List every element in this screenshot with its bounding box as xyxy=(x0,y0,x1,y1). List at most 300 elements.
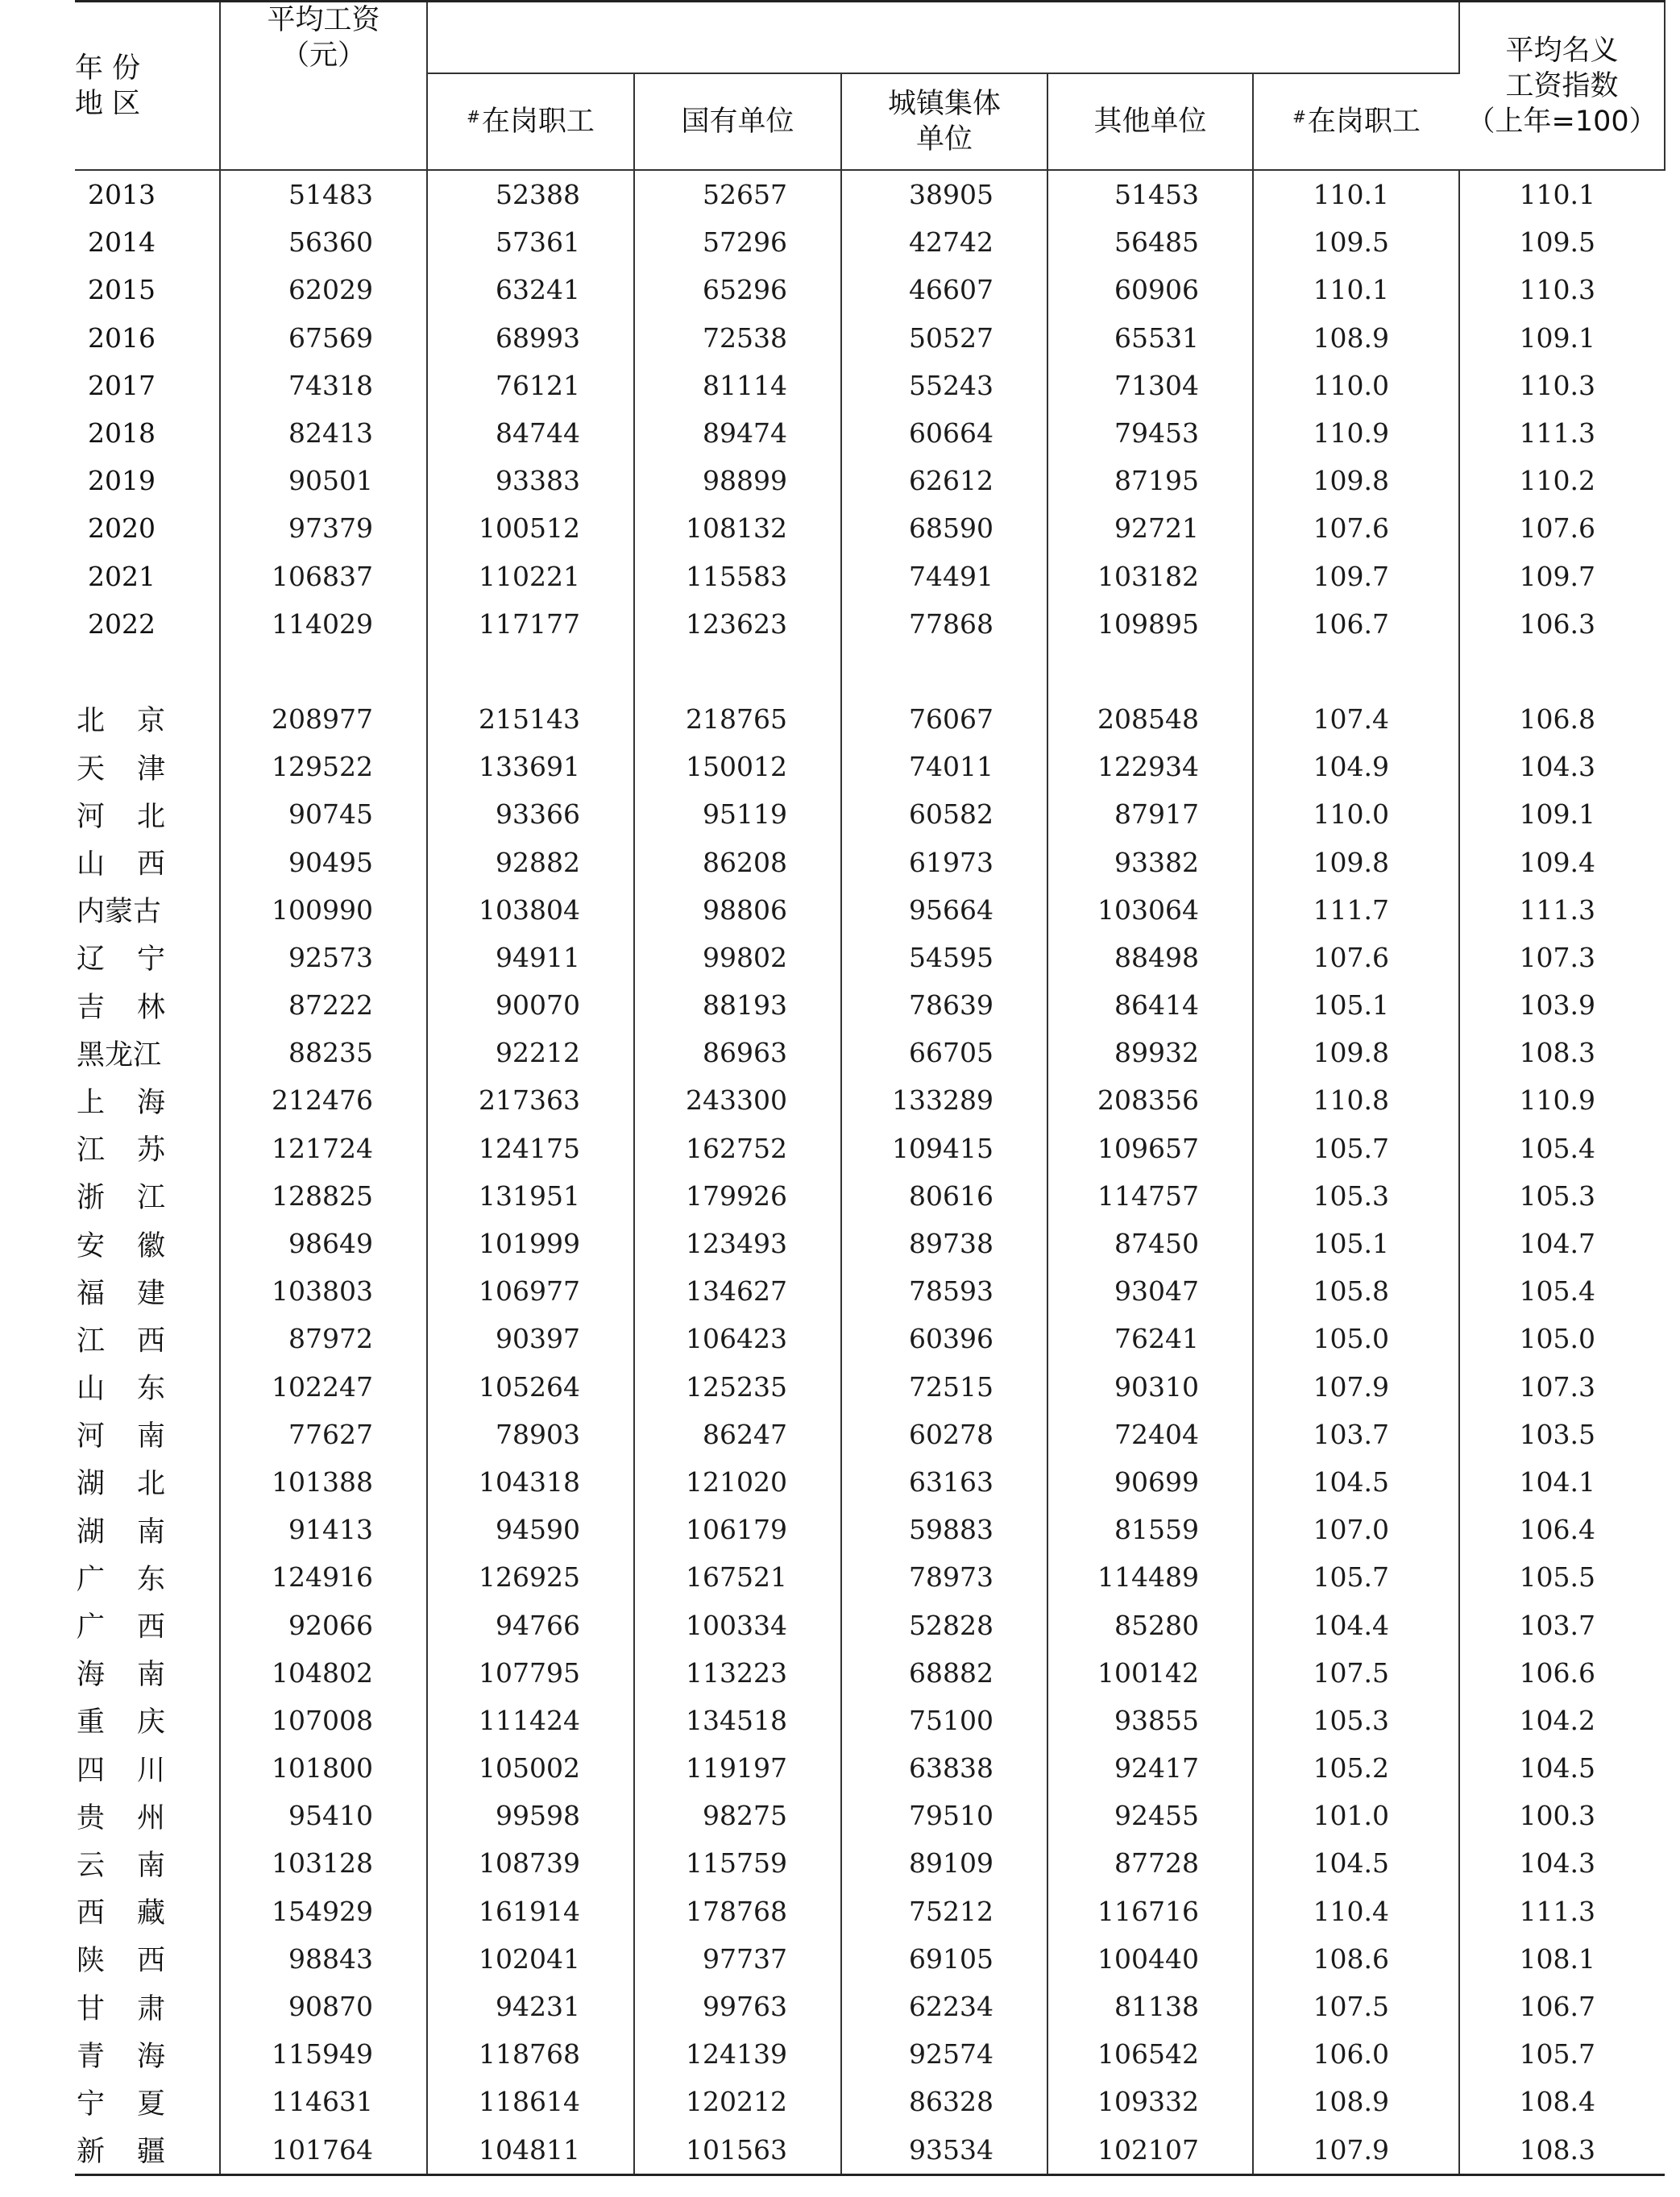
state-owned-wage-cell: 119197 xyxy=(634,1744,841,1792)
region-label xyxy=(75,1125,220,1172)
avg-wage-cell: 90745 xyxy=(220,790,427,838)
other-units-wage-cell: 90699 xyxy=(1047,1458,1253,1506)
avg-wage-cell: 104802 xyxy=(220,1649,427,1697)
region-label xyxy=(75,1363,220,1411)
region-name-text: 湖北 xyxy=(77,1468,165,1501)
urban-collective-wage-cell: 109415 xyxy=(841,1125,1047,1172)
on-post-wage-index-cell: 110.9 xyxy=(1519,1084,1596,1117)
wage-index-cell: 110.8 xyxy=(1253,1076,1459,1124)
urban-collective-wage-cell: 80616 xyxy=(841,1172,1047,1220)
urban-collective-wage-cell: 74491 xyxy=(841,553,1047,600)
urban-collective-wage-cell: 95664 xyxy=(841,886,1047,934)
urban-collective-wage-cell: 52828 xyxy=(841,1601,1047,1648)
wage-index-cell: 107.0 xyxy=(1253,1506,1459,1553)
other-units-wage-cell: 102107 xyxy=(1047,2126,1253,2175)
on-post-wage-index-cell: 108.3 xyxy=(1519,1037,1596,1069)
wage-index-cell: 107.5 xyxy=(1253,1649,1459,1697)
wage-index-cell: 107.9 xyxy=(1253,1363,1459,1411)
on-post-wage-index-cell: 106.4 xyxy=(1519,1514,1596,1546)
other-units-wage-cell: 109332 xyxy=(1047,2078,1253,2125)
avg-wage-cell: 129522 xyxy=(220,743,427,790)
wage-index-cell: 107.4 xyxy=(1253,695,1459,743)
on-post-wage-cell: 94590 xyxy=(427,1506,634,1553)
avg-wage-cell: 114631 xyxy=(220,2078,427,2125)
on-post-wage-index-cell: 106.3 xyxy=(1519,607,1596,640)
region-row xyxy=(75,1649,1665,1697)
other-units-wage-cell: 60906 xyxy=(1047,266,1253,313)
year-row xyxy=(75,362,1665,409)
avg-wage-cell: 74318 xyxy=(220,362,427,409)
region-name-text: 青海 xyxy=(77,2040,165,2073)
state-owned-wage-cell: 100334 xyxy=(634,1601,841,1648)
region-row xyxy=(75,1458,1665,1506)
region-label xyxy=(75,695,220,743)
wage-index-cell: 105.7 xyxy=(1253,1553,1459,1601)
urban-collective-wage-cell: 63838 xyxy=(841,1744,1047,1792)
urban-collective-wage-cell: 72515 xyxy=(841,1363,1047,1411)
other-units-wage-cell: 72404 xyxy=(1047,1411,1253,1458)
spacer-cell xyxy=(1459,648,1665,695)
on-post-wage-cell: 68993 xyxy=(427,314,634,362)
on-post-wage-cell: 106977 xyxy=(427,1267,634,1315)
wage-index-cell: 109.8 xyxy=(1253,838,1459,885)
on-post-wage-index-cell: 110.1 xyxy=(1519,179,1596,211)
wage-index-cell: 105.2 xyxy=(1253,1744,1459,1792)
avg-wage-cell: 102247 xyxy=(220,1363,427,1411)
state-owned-wage-cell: 167521 xyxy=(634,1553,841,1601)
avg-wage-header-lower xyxy=(220,73,427,170)
wage-index-cell: 105.7 xyxy=(1253,1125,1459,1172)
state-owned-wage-cell: 150012 xyxy=(634,743,841,790)
wage-index-cell: 105.8 xyxy=(1253,1267,1459,1315)
avg-wage-cell: 121724 xyxy=(220,1125,427,1172)
region-name-text: 河北 xyxy=(77,800,165,833)
region-name-text: 贵州 xyxy=(77,1801,165,1834)
wage-index-cell: 109.8 xyxy=(1253,1029,1459,1076)
on-post-wage-cell: 103804 xyxy=(427,886,634,934)
region-row xyxy=(75,981,1665,1029)
on-post-wage-cell: 63241 xyxy=(427,266,634,313)
wage-index-cell: 104.4 xyxy=(1253,1601,1459,1648)
on-post-wage-index-cell: 105.4 xyxy=(1519,1132,1596,1164)
wage-index-cell: 108.9 xyxy=(1253,314,1459,362)
on-post-wage-index-cell: 103.5 xyxy=(1519,1418,1596,1450)
urban-collective-header-line2: 单位 xyxy=(915,123,973,155)
state-owned-wage-cell: 97737 xyxy=(634,1935,841,1983)
on-post-wage-index-cell: 111.3 xyxy=(1519,893,1596,926)
avg-wage-header-title: 平均工资 xyxy=(267,4,380,36)
state-owned-wage-cell: 134627 xyxy=(634,1267,841,1315)
avg-wage-cell: 51483 xyxy=(220,170,427,218)
region-row xyxy=(75,934,1665,981)
wage-index-cell: 108.9 xyxy=(1253,2078,1459,2125)
avg-wage-cell: 101388 xyxy=(220,1458,427,1506)
urban-collective-wage-cell: 78593 xyxy=(841,1267,1047,1315)
avg-wage-cell: 95410 xyxy=(220,1792,427,1839)
year-text: 2014 xyxy=(88,226,156,259)
on-post-wage-index-cell: 104.2 xyxy=(1519,1704,1596,1736)
region-row xyxy=(75,1363,1665,1411)
state-owned-wage-cell: 123623 xyxy=(634,600,841,648)
on-post-wage-cell: 84744 xyxy=(427,409,634,457)
urban-collective-wage-cell: 46607 xyxy=(841,266,1047,313)
wage-index-cell: 105.1 xyxy=(1253,1220,1459,1267)
state-owned-wage-cell: 106179 xyxy=(634,1506,841,1553)
on-post-wage-cell: 94911 xyxy=(427,934,634,981)
region-row xyxy=(75,2030,1665,2078)
year-text: 2017 xyxy=(88,369,156,401)
wage-index-cell: 111.7 xyxy=(1253,886,1459,934)
avg-wage-cell: 90870 xyxy=(220,1983,427,2030)
wage-index-cell: 110.1 xyxy=(1253,170,1459,218)
state-owned-wage-cell: 95119 xyxy=(634,790,841,838)
other-units-wage-cell: 51453 xyxy=(1047,170,1253,218)
region-row xyxy=(75,1267,1665,1315)
region-name-text: 宁夏 xyxy=(77,2087,165,2120)
avg-wage-cell: 101800 xyxy=(220,1744,427,1792)
wage-index-cell: 110.0 xyxy=(1253,790,1459,838)
urban-collective-header xyxy=(841,73,1047,170)
on-post-wage-index-cell: 105.5 xyxy=(1519,1561,1596,1594)
urban-collective-wage-cell: 92574 xyxy=(841,2030,1047,2078)
region-row xyxy=(75,1744,1665,1792)
urban-collective-wage-cell: 50527 xyxy=(841,314,1047,362)
region-row xyxy=(75,1839,1665,1887)
region-name-text: 上海 xyxy=(77,1086,165,1119)
region-row xyxy=(75,790,1665,838)
year-label xyxy=(75,600,220,648)
avg-wage-cell: 88235 xyxy=(220,1029,427,1076)
avg-wage-cell: 212476 xyxy=(220,1076,427,1124)
avg-wage-header xyxy=(220,2,427,74)
urban-collective-wage-cell: 60278 xyxy=(841,1411,1047,1458)
on-post-wage-cell: 52388 xyxy=(427,170,634,218)
avg-wage-cell: 87972 xyxy=(220,1315,427,1362)
state-owned-wage-cell: 72538 xyxy=(634,314,841,362)
region-name-text: 山西 xyxy=(77,848,165,881)
index-on-post-footnote-mark: # xyxy=(1292,107,1306,126)
region-row xyxy=(75,1983,1665,2030)
urban-collective-wage-cell: 62234 xyxy=(841,1983,1047,2030)
region-label xyxy=(75,1935,220,1983)
other-units-wage-cell: 87450 xyxy=(1047,1220,1253,1267)
other-units-wage-cell: 92417 xyxy=(1047,1744,1253,1792)
region-row xyxy=(75,1076,1665,1124)
on-post-wage-index-cell: 107.6 xyxy=(1519,512,1596,545)
wage-index-cell: 110.4 xyxy=(1253,1888,1459,1935)
region-label xyxy=(75,1315,220,1362)
index-header-line2: 工资指数 xyxy=(1505,69,1619,102)
state-owned-wage-cell: 106423 xyxy=(634,1315,841,1362)
wage-index-cell: 107.6 xyxy=(1253,934,1459,981)
region-label xyxy=(75,1601,220,1648)
state-owned-wage-cell: 178768 xyxy=(634,1888,841,1935)
urban-collective-wage-cell: 77868 xyxy=(841,600,1047,648)
urban-collective-wage-cell: 78973 xyxy=(841,1553,1047,1601)
spacer-cell xyxy=(1253,648,1459,695)
state-owned-wage-cell: 86963 xyxy=(634,1029,841,1076)
region-row xyxy=(75,2126,1665,2175)
avg-wage-cell: 128825 xyxy=(220,1172,427,1220)
region-label xyxy=(75,1411,220,1458)
wage-index-cell: 105.3 xyxy=(1253,1172,1459,1220)
other-units-wage-cell: 86414 xyxy=(1047,981,1253,1029)
on-post-wage-index-cell: 109.1 xyxy=(1519,798,1596,831)
region-row xyxy=(75,1506,1665,1553)
on-post-wage-cell: 117177 xyxy=(427,600,634,648)
urban-collective-wage-cell: 68882 xyxy=(841,1649,1047,1697)
region-name-text: 西藏 xyxy=(77,1897,165,1930)
urban-collective-wage-cell: 75100 xyxy=(841,1697,1047,1744)
region-row xyxy=(75,695,1665,743)
region-row xyxy=(75,1553,1665,1601)
avg-wage-cell: 208977 xyxy=(220,695,427,743)
index-header-line1: 平均名义 xyxy=(1505,34,1619,67)
on-post-wage-index-cell: 104.5 xyxy=(1519,1752,1596,1785)
avg-wage-cell: 92066 xyxy=(220,1601,427,1648)
other-units-wage-cell: 103064 xyxy=(1047,886,1253,934)
region-name-text: 重庆 xyxy=(77,1706,165,1739)
region-name-text: 辽宁 xyxy=(77,943,165,976)
on-post-wage-index-cell: 109.5 xyxy=(1519,226,1596,259)
year-text: 2019 xyxy=(88,465,156,497)
year-label xyxy=(75,266,220,313)
on-post-wage-cell: 90397 xyxy=(427,1315,634,1362)
region-name-text: 广东 xyxy=(77,1563,165,1596)
state-owned-wage-cell: 65296 xyxy=(634,266,841,313)
other-units-wage-cell: 92721 xyxy=(1047,504,1253,552)
on-post-wage-index-cell: 109.4 xyxy=(1519,846,1596,878)
region-name-text: 北京 xyxy=(77,705,165,738)
on-post-wage-cell: 215143 xyxy=(427,695,634,743)
region-label xyxy=(75,886,220,934)
urban-collective-wage-cell: 60396 xyxy=(841,1315,1047,1362)
other-units-wage-cell: 81559 xyxy=(1047,1506,1253,1553)
other-units-wage-cell: 109895 xyxy=(1047,600,1253,648)
on-post-wage-cell: 133691 xyxy=(427,743,634,790)
state-owned-wage-cell: 101563 xyxy=(634,2126,841,2175)
wage-index-cell: 108.6 xyxy=(1253,1935,1459,1983)
other-units-wage-cell: 100440 xyxy=(1047,1935,1253,1983)
on-post-wage-cell: 104318 xyxy=(427,1458,634,1506)
avg-wage-cell: 114029 xyxy=(220,600,427,648)
other-units-wage-cell: 208356 xyxy=(1047,1076,1253,1124)
header-blank-span xyxy=(427,2,1459,74)
state-owned-wage-cell: 88193 xyxy=(634,981,841,1029)
year-row xyxy=(75,600,1665,648)
region-name-text: 四川 xyxy=(77,1754,165,1787)
on-post-wage-cell: 217363 xyxy=(427,1076,634,1124)
table-body xyxy=(75,170,1665,2174)
wage-index-cell: 105.1 xyxy=(1253,981,1459,1029)
wage-index-cell: 110.1 xyxy=(1253,266,1459,313)
on-post-wage-cell: 118768 xyxy=(427,2030,634,2078)
avg-wage-cell: 98843 xyxy=(220,1935,427,1983)
avg-wage-cell: 56360 xyxy=(220,218,427,266)
on-post-wage-index-cell: 104.1 xyxy=(1519,1465,1596,1498)
year-row xyxy=(75,504,1665,552)
wage-index-cell: 109.8 xyxy=(1253,457,1459,504)
spacer-cell xyxy=(427,648,634,695)
region-name-text: 海南 xyxy=(77,1659,165,1692)
wage-index-cell: 106.0 xyxy=(1253,2030,1459,2078)
urban-collective-wage-cell: 62612 xyxy=(841,457,1047,504)
avg-wage-cell: 98649 xyxy=(220,1220,427,1267)
urban-collective-wage-cell: 93534 xyxy=(841,2126,1047,2175)
other-units-wage-cell: 109657 xyxy=(1047,1125,1253,1172)
other-units-wage-cell: 93382 xyxy=(1047,838,1253,885)
other-units-wage-cell: 114757 xyxy=(1047,1172,1253,1220)
year-label xyxy=(75,218,220,266)
state-owned-wage-cell: 99802 xyxy=(634,934,841,981)
index-header xyxy=(1459,2,1665,171)
other-units-wage-cell: 114489 xyxy=(1047,1553,1253,1601)
region-row xyxy=(75,1411,1665,1458)
region-label xyxy=(75,1267,220,1315)
average-wage-table xyxy=(75,0,1665,2176)
region-name-text: 云南 xyxy=(77,1849,165,1882)
state-owned-wage-cell: 108132 xyxy=(634,504,841,552)
avg-wage-cell: 92573 xyxy=(220,934,427,981)
region-name-text: 福建 xyxy=(77,1277,165,1310)
on-post-wage-index-cell: 106.8 xyxy=(1519,703,1596,735)
other-units-wage-cell: 93855 xyxy=(1047,1697,1253,1744)
stub-header-year: 年 份 xyxy=(75,52,141,85)
year-row xyxy=(75,409,1665,457)
on-post-footnote-mark: # xyxy=(467,107,480,126)
urban-collective-wage-cell: 79510 xyxy=(841,1792,1047,1839)
wage-index-cell: 104.9 xyxy=(1253,743,1459,790)
spacer-cell xyxy=(634,648,841,695)
state-owned-wage-cell: 81114 xyxy=(634,362,841,409)
on-post-wage-cell: 107795 xyxy=(427,1649,634,1697)
wage-index-cell: 106.7 xyxy=(1253,600,1459,648)
avg-wage-cell: 67569 xyxy=(220,314,427,362)
other-units-wage-cell: 65531 xyxy=(1047,314,1253,362)
on-post-wage-cell: 100512 xyxy=(427,504,634,552)
other-units-wage-cell: 116716 xyxy=(1047,1888,1253,1935)
year-text: 2021 xyxy=(88,560,156,592)
state-owned-wage-cell: 120212 xyxy=(634,2078,841,2125)
urban-collective-wage-cell: 76067 xyxy=(841,695,1047,743)
year-row xyxy=(75,553,1665,600)
index-on-post-header xyxy=(1253,73,1459,170)
on-post-wage-index-cell: 106.6 xyxy=(1519,1656,1596,1689)
wage-index-cell: 107.9 xyxy=(1253,2126,1459,2175)
year-label xyxy=(75,170,220,218)
region-row xyxy=(75,1888,1665,1935)
region-row xyxy=(75,1601,1665,1648)
state-owned-wage-cell: 86208 xyxy=(634,838,841,885)
year-row xyxy=(75,266,1665,313)
urban-collective-wage-cell: 69105 xyxy=(841,1935,1047,1983)
on-post-wage-cell: 94231 xyxy=(427,1983,634,2030)
index-header-line3: （上年=100） xyxy=(1466,105,1657,138)
region-label xyxy=(75,838,220,885)
wage-index-cell: 110.0 xyxy=(1253,362,1459,409)
avg-wage-cell: 103803 xyxy=(220,1267,427,1315)
on-post-wage-index-cell: 110.3 xyxy=(1519,274,1596,306)
state-owned-wage-cell: 179926 xyxy=(634,1172,841,1220)
section-spacer-row xyxy=(75,648,1665,695)
on-post-wage-index-cell: 111.3 xyxy=(1519,417,1596,450)
region-row xyxy=(75,1220,1665,1267)
year-row xyxy=(75,314,1665,362)
urban-collective-wage-cell: 59883 xyxy=(841,1506,1047,1553)
on-post-wage-cell: 111424 xyxy=(427,1697,634,1744)
wage-index-cell: 109.5 xyxy=(1253,218,1459,266)
wage-index-cell: 101.0 xyxy=(1253,1792,1459,1839)
region-row xyxy=(75,743,1665,790)
urban-collective-wage-cell: 75212 xyxy=(841,1888,1047,1935)
region-name-text: 河南 xyxy=(77,1420,165,1453)
region-name-text: 山东 xyxy=(77,1373,165,1406)
other-units-wage-cell: 87195 xyxy=(1047,457,1253,504)
other-units-wage-cell: 79453 xyxy=(1047,409,1253,457)
on-post-wage-cell: 105002 xyxy=(427,1744,634,1792)
wage-index-cell: 105.3 xyxy=(1253,1697,1459,1744)
region-row xyxy=(75,838,1665,885)
state-owned-wage-cell: 98899 xyxy=(634,457,841,504)
region-name-text: 黑龙江 xyxy=(77,1038,162,1072)
state-owned-wage-cell: 125235 xyxy=(634,1363,841,1411)
other-units-wage-cell: 122934 xyxy=(1047,743,1253,790)
year-label xyxy=(75,504,220,552)
stub-header xyxy=(75,2,220,171)
region-name-text: 内蒙古 xyxy=(77,896,162,929)
urban-collective-header-line1: 城镇集体 xyxy=(887,88,1001,120)
avg-wage-cell: 90495 xyxy=(220,838,427,885)
state-owned-wage-cell: 115759 xyxy=(634,1839,841,1887)
urban-collective-wage-cell: 55243 xyxy=(841,362,1047,409)
urban-collective-wage-cell: 68590 xyxy=(841,504,1047,552)
on-post-wage-cell: 76121 xyxy=(427,362,634,409)
on-post-wage-index-cell: 109.1 xyxy=(1519,321,1596,354)
urban-collective-wage-cell: 42742 xyxy=(841,218,1047,266)
on-post-wage-index-cell: 103.7 xyxy=(1519,1609,1596,1641)
wage-index-cell: 110.9 xyxy=(1253,409,1459,457)
wage-index-cell: 107.5 xyxy=(1253,1983,1459,2030)
year-label xyxy=(75,362,220,409)
year-label xyxy=(75,553,220,600)
on-post-wage-cell: 131951 xyxy=(427,1172,634,1220)
spacer-cell xyxy=(75,648,220,695)
region-label xyxy=(75,743,220,790)
other-units-wage-cell: 89932 xyxy=(1047,1029,1253,1076)
on-post-wage-index-cell: 108.1 xyxy=(1519,1942,1596,1975)
region-name-text: 甘肃 xyxy=(77,1992,165,2025)
on-post-wage-index-cell: 107.3 xyxy=(1519,1370,1596,1403)
urban-collective-wage-cell: 54595 xyxy=(841,934,1047,981)
region-label xyxy=(75,934,220,981)
urban-collective-wage-cell: 61973 xyxy=(841,838,1047,885)
on-post-header xyxy=(427,73,634,170)
wage-index-cell: 107.6 xyxy=(1253,504,1459,552)
other-units-wage-cell: 100142 xyxy=(1047,1649,1253,1697)
state-owned-wage-cell: 89474 xyxy=(634,409,841,457)
on-post-wage-cell: 108739 xyxy=(427,1839,634,1887)
on-post-wage-cell: 93366 xyxy=(427,790,634,838)
other-units-wage-cell: 208548 xyxy=(1047,695,1253,743)
region-row xyxy=(75,1315,1665,1362)
on-post-wage-cell: 110221 xyxy=(427,553,634,600)
other-units-wage-cell: 103182 xyxy=(1047,553,1253,600)
urban-collective-wage-cell: 133289 xyxy=(841,1076,1047,1124)
urban-collective-wage-cell: 38905 xyxy=(841,170,1047,218)
year-text: 2013 xyxy=(88,179,156,211)
on-post-wage-index-cell: 111.3 xyxy=(1519,1895,1596,1927)
avg-wage-cell: 115949 xyxy=(220,2030,427,2078)
